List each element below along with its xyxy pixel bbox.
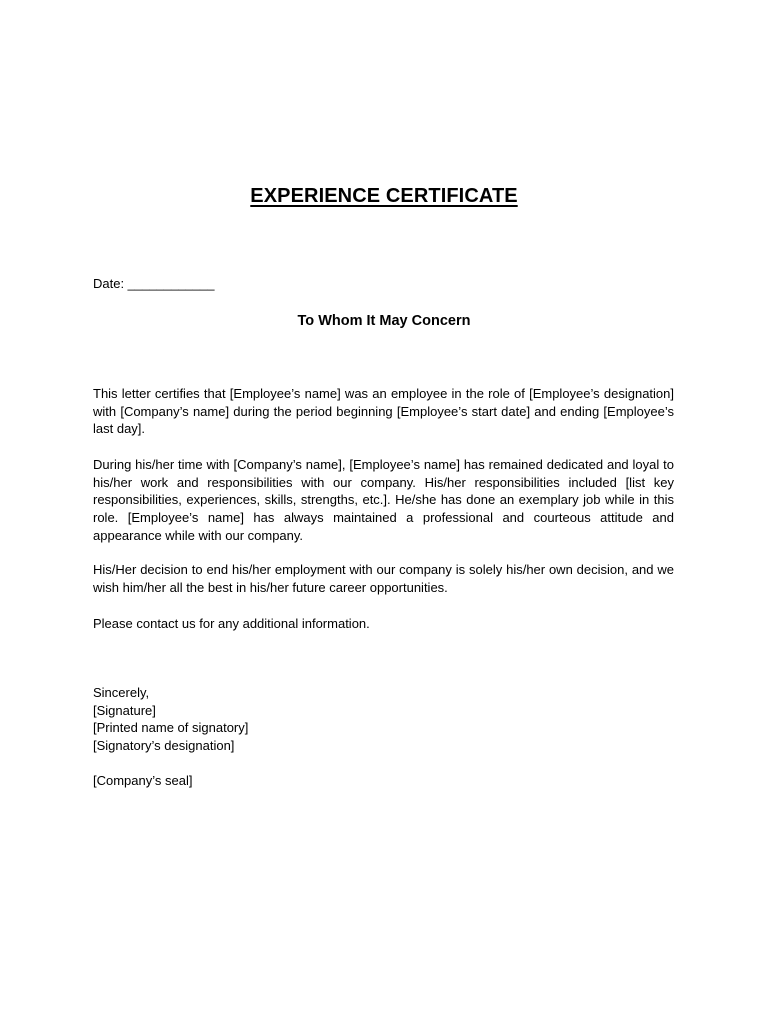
date-line: Date: ____________ [93,276,215,291]
body-paragraph-1: This letter certifies that [Employee’s name] was an employee in the role of [Employee’s designation] with [Company’s name] during the period beginning [Employee’s start date] and ending [Employee’s last day]. [93,386,674,437]
signature-placeholder: [Signature] [93,702,156,718]
closing-block [93,684,248,755]
body-paragraph-3: His/Her decision to end his/her employment with our company is solely his/her own decision, and we wish him/her all the best in his/her future career opportunities. [93,562,674,595]
valediction: Sincerely, [93,685,150,700]
designation-placeholder: [Signatory’s designation] [93,738,235,754]
salutation: To Whom It May Concern [297,313,471,329]
company-seal-placeholder: [Company’s seal] [93,773,193,788]
document-title: EXPERIENCE CERTIFICATE [250,185,518,207]
body-paragraph-4: Please contact us for any additional information. [93,616,370,631]
printed-name-placeholder: [Printed name of signatory] [93,720,249,736]
body-paragraph-2: During his/her time with [Company’s name], [Employee’s name] has remained dedicated and loyal to his/her work and responsibilities with our company. His/her responsibilities included [list key responsibilities, experiences, skills, strengths, etc.]. He/she has done an exemplary job while in this role. [Employee’s name] has always maintained a professional and courteous attitude and appearance while with our company. [93,457,674,543]
